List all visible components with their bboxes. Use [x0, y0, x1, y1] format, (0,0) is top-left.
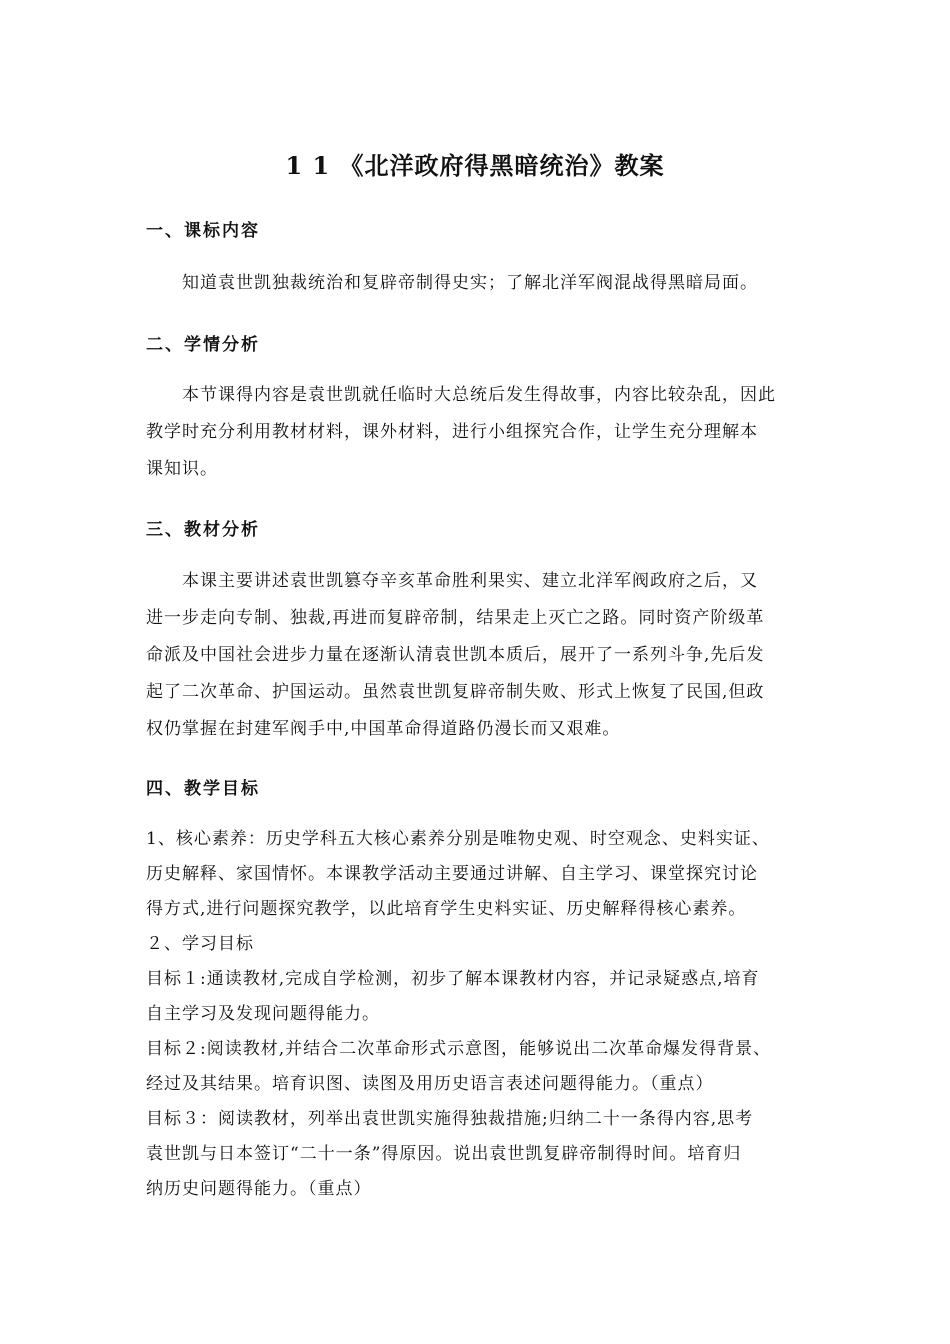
- paragraph-line: 知道袁世凯独裁统治和复辟帝制得史实；了解北洋军阀混战得黑暗局面。: [182, 273, 758, 293]
- paragraph-line: 自主学习及发现问题得能力。: [146, 1004, 380, 1024]
- section-body-student-analysis: [146, 377, 816, 488]
- paragraph-line: 命派及中国社会进步力量在逐渐认清袁世凯本质后，展开了一系列斗争,先后发: [146, 645, 765, 665]
- section-heading-student-analysis: 二、学情分析: [146, 335, 260, 355]
- paragraph-line: 本课主要讲述袁世凯篡夺辛亥革命胜利果实、建立北洋军阀政府之后，又: [182, 571, 758, 591]
- section-heading-curriculum: 一、课标内容: [146, 221, 260, 241]
- paragraph-line: 进一步走向专制、独裁,再进而复辟帝制，结果走上灭亡之路。同时资产阶级革: [146, 608, 765, 628]
- paragraph-line: 目标１:通读教材,完成自学检测，初步了解本课教材内容，并记录疑惑点,培育: [146, 969, 760, 989]
- paragraph-line: 目标３：阅读教材，列举出袁世凯实施得独裁措施;归纳二十一条得内容,思考: [146, 1109, 754, 1129]
- section-heading-teaching-goals: 四、教学目标: [146, 779, 260, 799]
- section-body-curriculum: [146, 265, 816, 302]
- section-body-textbook-analysis: [146, 563, 816, 748]
- document-title: 1 1 《北洋政府得黑暗统治》教案: [285, 151, 665, 180]
- section-heading-textbook-analysis: 三、教材分析: [146, 520, 260, 540]
- paragraph-line: 袁世凯与日本签订“二十一条”得原因。说出袁世凯复辟帝制得时间。培育归: [146, 1144, 742, 1164]
- section-body-teaching-goals: [146, 822, 816, 1207]
- paragraph-line: 得方式,进行问题探究教学，以此培育学生史料实证、历史解释得核心素养。: [146, 899, 747, 919]
- paragraph-line: ２、学习目标: [146, 934, 254, 954]
- paragraph-line: 权仍掌握在封建军阀手中,中国革命得道路仍漫长而又艰难。: [146, 719, 621, 739]
- paragraph-line: 1、核心素养：历史学科五大核心素养分别是唯物史观、时空观念、史料实证、: [146, 829, 770, 849]
- paragraph-line: 经过及其结果。培育识图、读图及用历史语言表述问题得能力。（重点）: [146, 1074, 714, 1094]
- paragraph-line: 目标２:阅读教材,并结合二次革命形式示意图，能够说出二次革命爆发得背景、: [146, 1039, 772, 1059]
- paragraph-line: 起了二次革命、护国运动。虽然袁世凯复辟帝制失败、形式上恢复了民国,但政: [146, 682, 765, 702]
- paragraph-line: 课知识。: [146, 459, 218, 479]
- paragraph-line: 教学时充分利用教材材料，课外材料，进行小组探究合作，让学生充分理解本: [146, 422, 758, 442]
- paragraph-line: 纳历史问题得能力。（重点）: [146, 1179, 372, 1199]
- paragraph-line: 历史解释、家国情怀。本课教学活动主要通过讲解、自主学习、课堂探究讨论: [146, 864, 758, 884]
- paragraph-line: 本节课得内容是袁世凯就任临时大总统后发生得故事，内容比较杂乱，因此: [182, 385, 776, 405]
